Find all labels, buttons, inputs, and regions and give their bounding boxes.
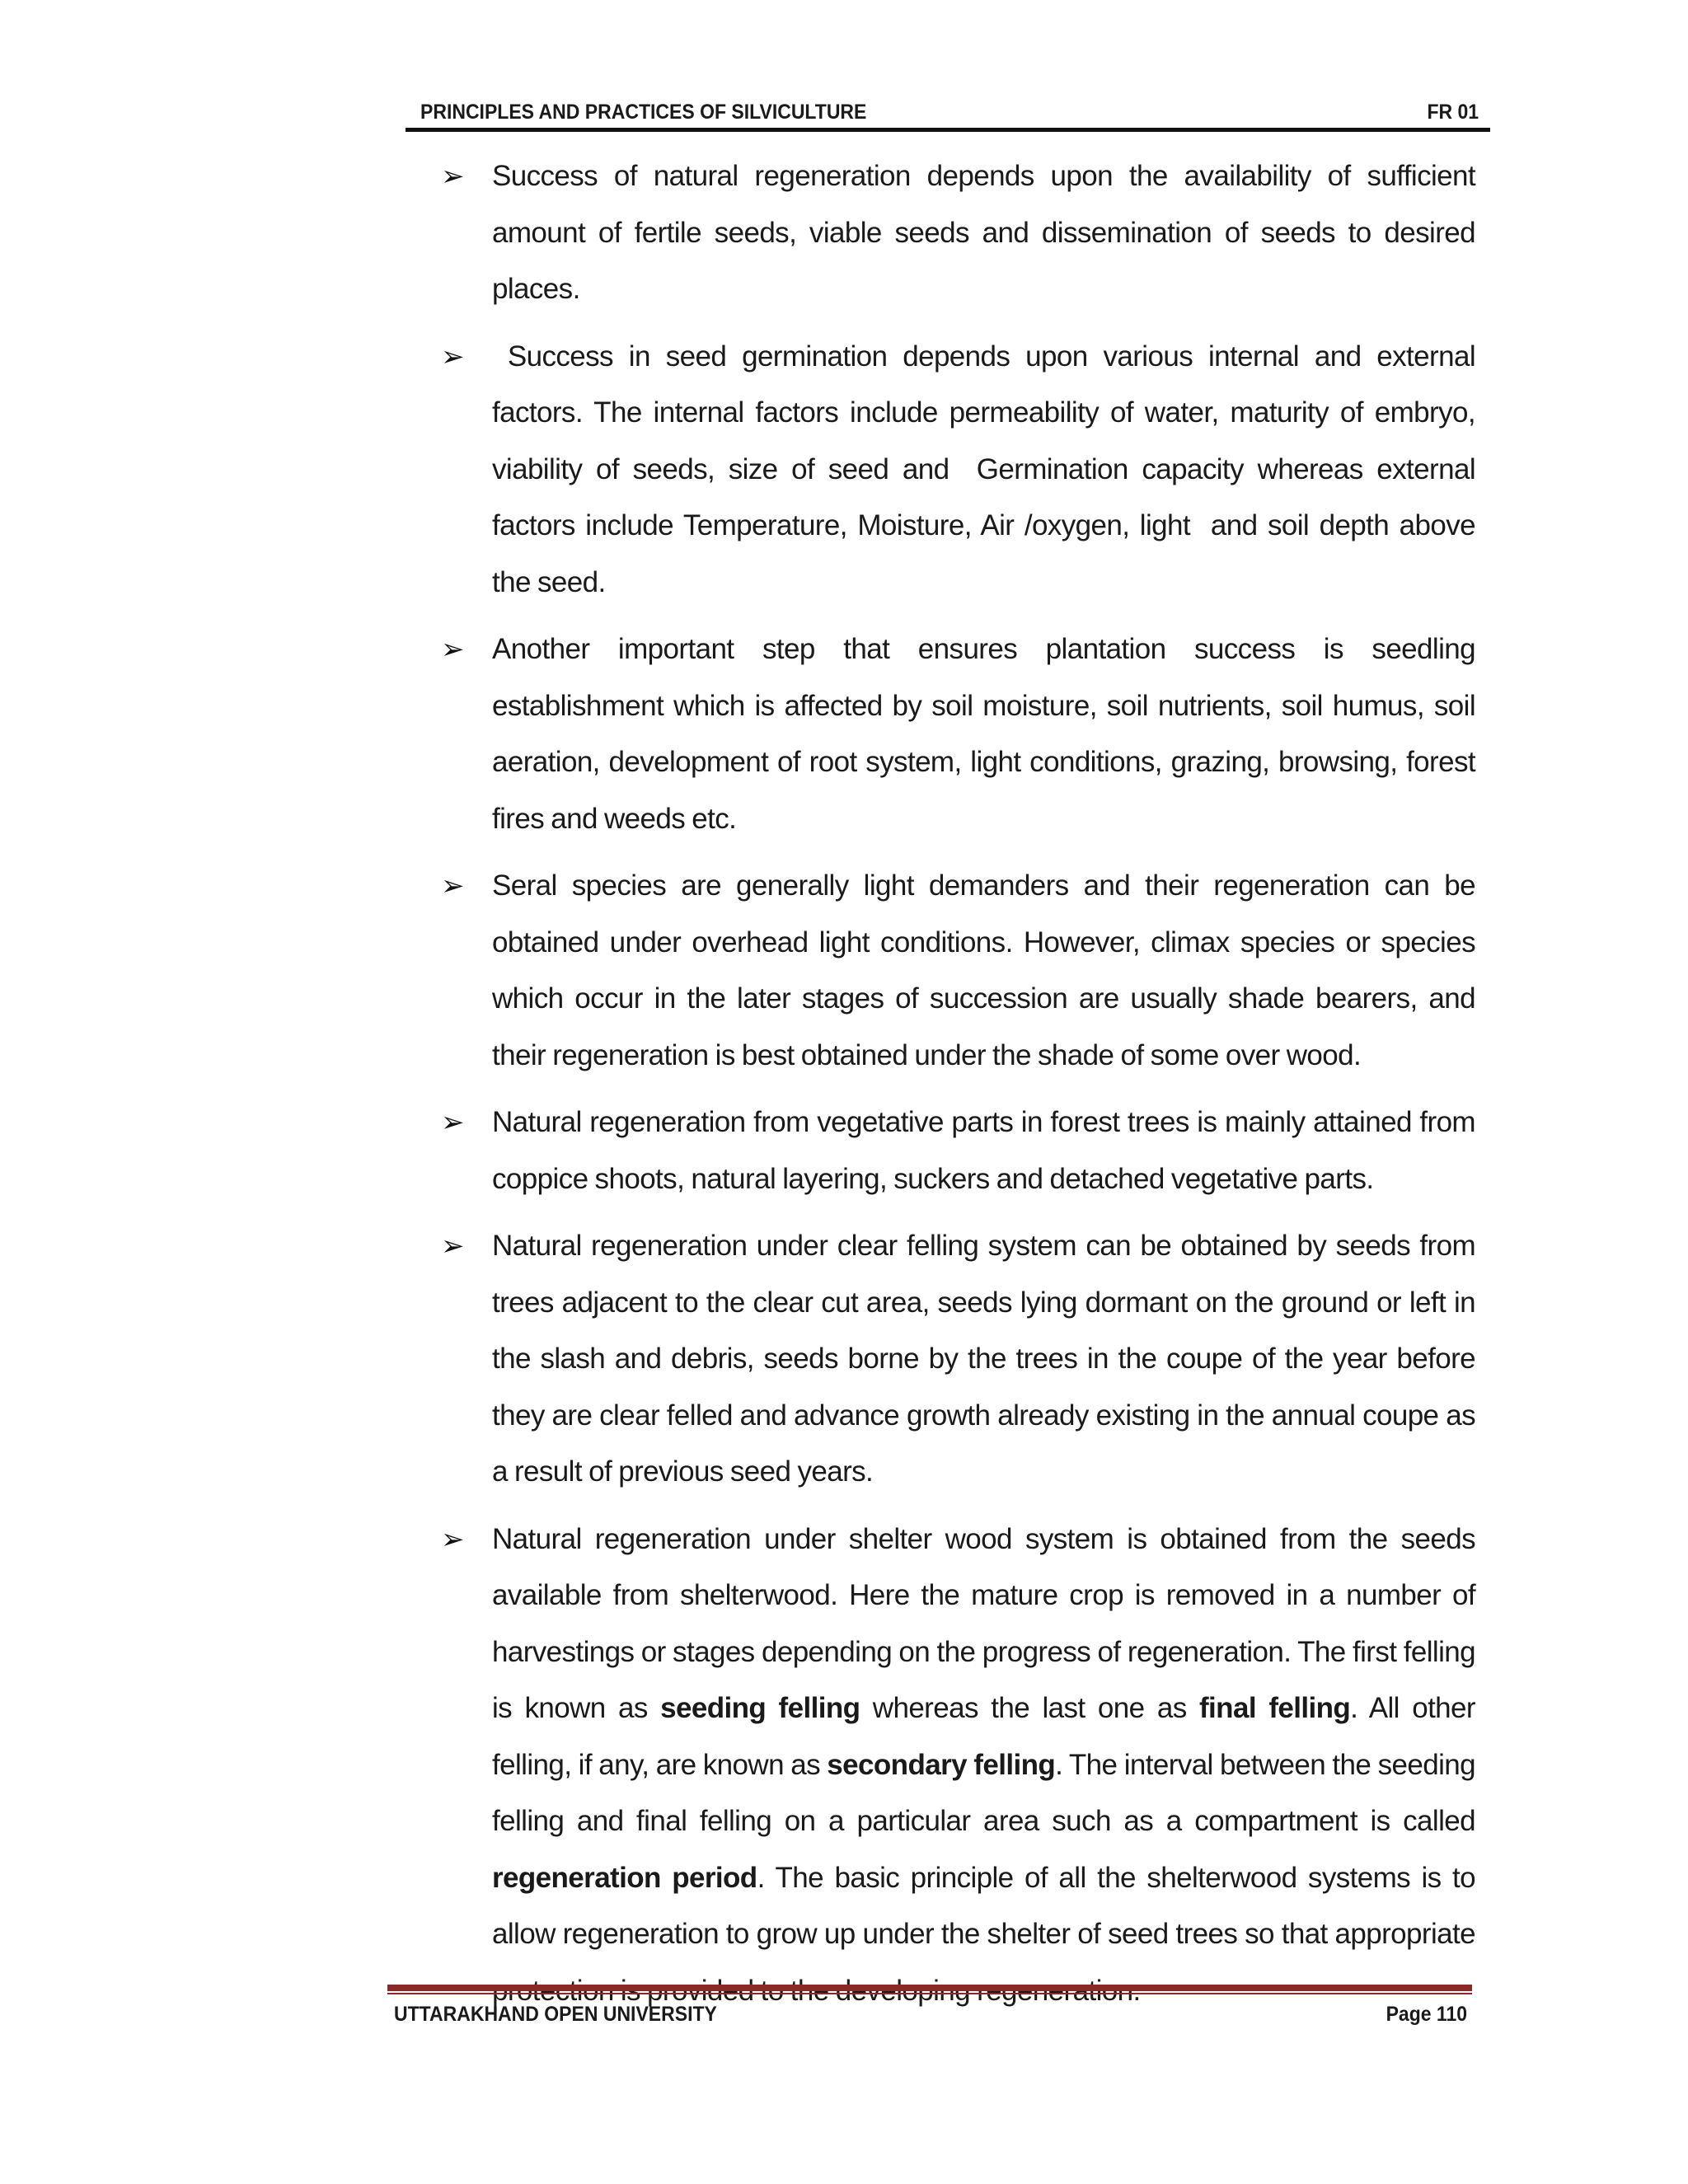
list-item	[441, 148, 1475, 318]
bullet-text	[492, 1511, 1475, 2020]
text-run: Natural regeneration under shelter wood system is obtained from the seeds available from shelterwood. Here the mature crop is removed in a number of harvestings or stages depending on the progress of regeneration. The first felling is known as	[492, 1522, 1475, 1724]
page-body	[441, 148, 1483, 2030]
bullet-text: Natural regeneration under clear felling system can be obtained by seeds from trees adjacent to the clear cut area, seeds lying dormant on the ground or left in the slash and debris, seeds borne by the trees in the coupe of the year before they are clear felled and advance growth already existing in the annual coupe as a result of previous seed years.	[492, 1230, 1475, 1488]
bullet-text: Another important step that ensures plantation success is seedling establishment which is affected by soil moisture, soil nutrients, soil humus, soil aeration, development of root system, light conditions, grazing, browsing, forest fires and weeds etc.	[492, 633, 1475, 835]
page-header	[406, 97, 1490, 132]
list-item	[441, 1218, 1475, 1501]
arrow-bullet-icon: ➢	[441, 1230, 465, 1263]
text-run: . All other felling, if any, are known as	[492, 1692, 1475, 1781]
header-title: PRINCIPLES AND PRACTICES OF SILVICULTURE	[420, 101, 867, 124]
list-item	[441, 858, 1475, 1084]
page-number: Page 110	[1386, 2003, 1467, 2026]
footer-rule-thin	[387, 1993, 1472, 1994]
page-footer	[394, 2003, 1467, 2027]
arrow-bullet-icon: ➢	[441, 1522, 465, 1556]
arrow-bullet-icon: ➢	[441, 1106, 465, 1139]
header-code: FR 01	[1427, 101, 1479, 124]
term-regeneration-period: regeneration period	[492, 1861, 757, 1894]
bullet-text: Success of natural regeneration depends upon the availability of sufficient amount of fertile seeds, viable seeds and dissemination of seeds to desired places.	[492, 160, 1475, 305]
text-run: . The basic principle of all the shelterwood systems is to allow regeneration to grow up under the shelter of seed trees so that appropriate	[492, 1861, 1475, 1950]
term-seeding-felling: seeding felling	[660, 1692, 860, 1724]
arrow-bullet-icon: ➢	[441, 160, 465, 193]
bullet-text: Success in seed germination depends upon various internal and external factors. The internal factors include permeability of water, maturity of embryo, viability of seeds, size of seed and Germination capacity whereas external factors include Temperature, Moisture, Air /oxygen, light and soil depth above the seed.	[492, 340, 1483, 598]
arrow-bullet-icon: ➢	[441, 869, 465, 902]
bullet-text: Seral species are generally light demanders and their regeneration can be obtained under overhead light conditions. However, climax species or species which occur in the later stages of succession are usually shade bearers, and their regeneration is best obtained under the shade of some over wood.	[492, 869, 1475, 1071]
footer-university: UTTARAKHAND OPEN UNIVERSITY	[394, 2003, 717, 2026]
text-run: . The interval between the seeding felling and final felling on a particular area such as a compartment is called	[492, 1748, 1475, 1837]
list-item	[441, 329, 1483, 612]
footer-rule	[387, 1985, 1472, 1991]
term-final-felling: final felling	[1199, 1692, 1351, 1724]
term-secondary-felling: secondary felling	[827, 1748, 1056, 1781]
bullet-text: Natural regeneration from vegetative parts in forest trees is mainly attained from coppice shoots, natural layering, suckers and detached vegetative parts.	[492, 1106, 1475, 1195]
arrow-bullet-icon: ➢	[441, 633, 465, 666]
text-run: whereas the last one as	[860, 1692, 1199, 1724]
list-item	[441, 1094, 1475, 1207]
list-item	[441, 1511, 1475, 2020]
arrow-bullet-icon: ➢	[441, 340, 465, 373]
list-item	[441, 621, 1475, 847]
